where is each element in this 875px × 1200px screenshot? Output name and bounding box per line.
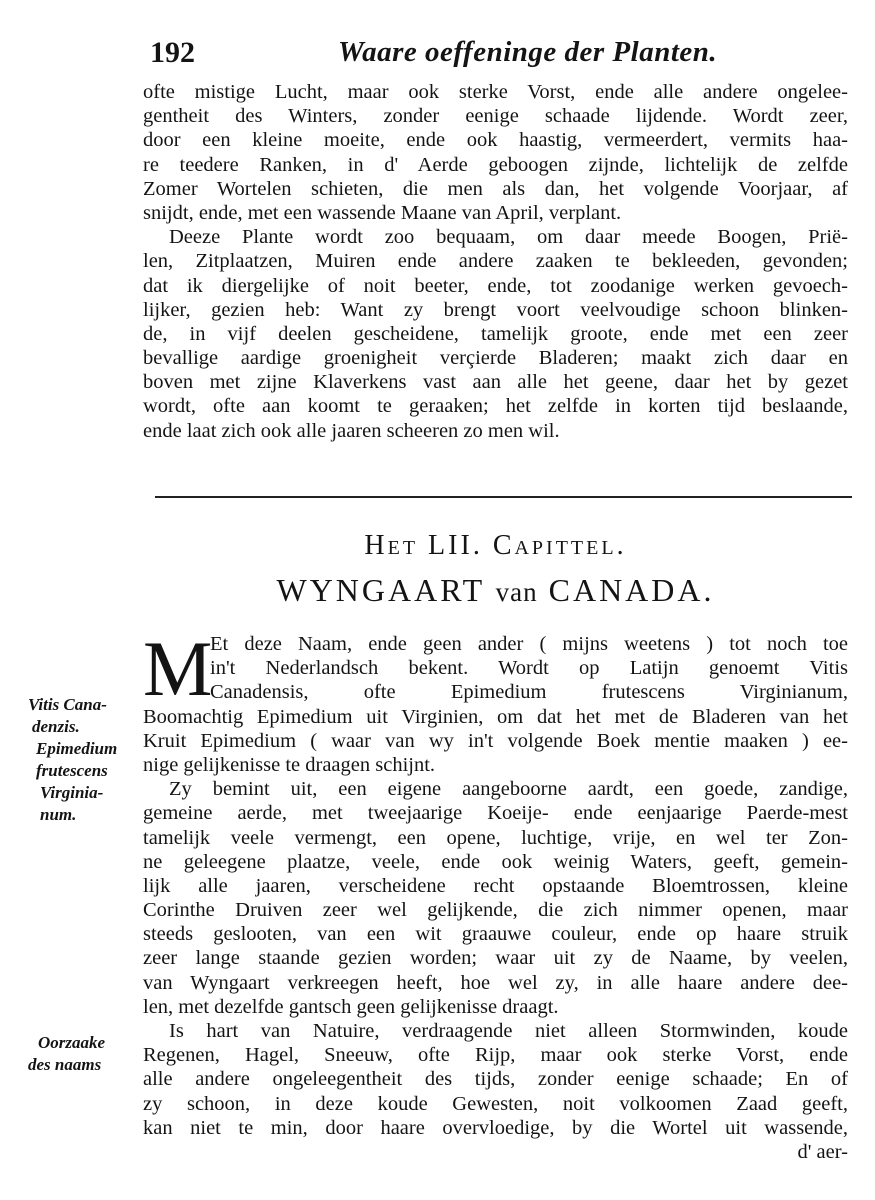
text-line: Is hart van Natuire, verdraagende niet alleen Stormwinden, koude xyxy=(169,1020,848,1043)
text-line: ne geleegene plaatze, veele, ende ook weinig Waters, geeft, gemein- xyxy=(143,850,848,873)
margin-note-line: denzis. xyxy=(32,717,80,736)
text-line: gentheit des Winters, zonder eenige schaade lijdende. Wordt zeer, xyxy=(143,105,848,128)
text-line: lijker, gezien heb: Want zy brengt voort veelvoudige schoon blinken- xyxy=(143,298,848,321)
text-line: Regenen, Hagel, Sneeuw, ofte Rijp, maar ook sterke Vorst, ende xyxy=(143,1044,848,1067)
text-line: Corinthe Druiven zeer wel gelijkende, die zich nimmer openen, maar xyxy=(143,899,848,922)
drop-cap: M xyxy=(143,625,213,712)
chapter-title-end: CANADA. xyxy=(548,572,715,608)
margin-note-line: Vitis Cana- xyxy=(28,695,107,714)
text-line: re teedere Ranken, in d' Aerde geboogen zijnde, lichtelijk de zelfde xyxy=(143,153,848,176)
text-line: in't Nederlandsch bekent. Wordt op Latijn genoemt Vitis xyxy=(210,657,848,680)
text-line: zeer lange staande gezien worden; waar uit zy de Naame, by veelen, xyxy=(143,947,848,970)
text-line: dat ik diergelijke of noit beeter, ende, tot zoodanige werken gevoech- xyxy=(143,274,848,297)
body-intro-indented xyxy=(210,632,848,705)
text-line: tamelijk veele vermengt, een opene, luchtige, vrije, en wel ter Zon- xyxy=(143,826,848,849)
chapter-number: Het LII. Capittel. xyxy=(364,530,627,561)
margin-note-line: Epimedium xyxy=(36,739,118,758)
text-line: len, Zitplaatzen, Muiren ende andere zaaken te bekleeden, gevonden; xyxy=(143,250,848,273)
text-line: Zy bemint uit, een eigene aangeboorne aardt, een goede, zandige, xyxy=(169,778,848,801)
text-line: ende laat zich ook alle jaaren scheeren zo men wil. xyxy=(143,419,560,442)
text-line: Et deze Naam, ende geen ander ( mijns weetens ) tot noch toe xyxy=(210,633,848,655)
text-line: alle andere ongeleegentheit des tijds, zonder eenige schaade; En of xyxy=(143,1068,848,1091)
text-line: kan niet te min, door haare overvloedige, by die Wortel uit wassende, xyxy=(143,1116,848,1139)
body-paragraphs xyxy=(143,705,848,1165)
text-line: bevallige aardige groenigheit verçierde Bladeren; maakt zich daar en xyxy=(143,347,848,370)
margin-note-line: Oorzaake xyxy=(38,1033,106,1052)
text-line: lijk alle jaaren, verscheidene recht opstaande Bloemtrossen, kleine xyxy=(143,874,848,897)
text-line: Kruit Epimedium ( waar van wy in't volgende Boek mentie maaken ) ee- xyxy=(143,729,848,752)
margin-note-line: frutescens xyxy=(36,761,108,780)
text-line: Boomachtig Epimedium uit Virginien, om dat het met de Bladeren van het xyxy=(143,705,848,728)
text-line: wordt, ofte aan koomt te geraaken; het zelfde in korten tijd beslaande, xyxy=(143,395,848,418)
chapter-title xyxy=(143,572,848,609)
text-line: snijdt, ende, met een wassende Maane van April, verplant. xyxy=(143,201,622,224)
text-line: Canadensis, ofte Epimedium frutescens Virginianum, xyxy=(210,681,848,704)
catchword: d' aer- xyxy=(797,1140,848,1163)
text-line: steeds geslooten, van een wit graauwe couleur, ende op haare struik xyxy=(143,923,848,946)
top-paragraphs xyxy=(143,80,848,443)
text-line: nige gelijkenisse te draagen schijnt. xyxy=(143,753,436,776)
text-line: de, in vijf deelen gescheidene, tamelijk groote, ende met een zeer xyxy=(143,322,848,345)
margin-note-line: num. xyxy=(40,805,77,824)
text-line: len, met dezelfde gantsch geen gelijkenisse draagt. xyxy=(143,995,559,1018)
chapter-title-main: WYNGAART xyxy=(276,572,485,608)
section-divider xyxy=(155,496,852,498)
text-line: gemeine aerde, met tweejaarige Koeije- ende eenjaarige Paerde-mest xyxy=(143,802,848,825)
margin-note-line: des naams xyxy=(28,1055,102,1074)
text-line: van Wyngaart verkreegen heeft, hoe wel zy, in alle haare andere dee- xyxy=(143,971,848,994)
chapter-title-van: van xyxy=(495,577,538,607)
text-line: zy schoon, in deze koude Gewesten, noit volkoomen Zaad geeft, xyxy=(143,1092,848,1115)
margin-note-line: Virginia- xyxy=(40,783,104,802)
text-line: Deeze Plante wordt zoo bequaam, om daar meede Boogen, Prië- xyxy=(169,226,848,249)
running-title: Waare oeffeninge der Planten. xyxy=(338,36,718,68)
text-line: Zomer Wortelen schieten, die men als dan, het volgende Voorjaar, af xyxy=(143,177,848,200)
page-number: 192 xyxy=(150,36,195,69)
text-line: door een kleine moeite, ende ook haastig, vermeerdert, vermits haa- xyxy=(143,129,848,152)
margin-note-latin-name xyxy=(28,694,140,826)
margin-note-name-origin xyxy=(28,1032,140,1076)
running-header xyxy=(150,36,850,80)
text-line: ofte mistige Lucht, maar ook sterke Vorst, ende alle andere ongelee- xyxy=(143,81,848,103)
text-line: boven met zijne Klaverkens vast aan alle het geene, daar het by gezet xyxy=(143,371,848,394)
